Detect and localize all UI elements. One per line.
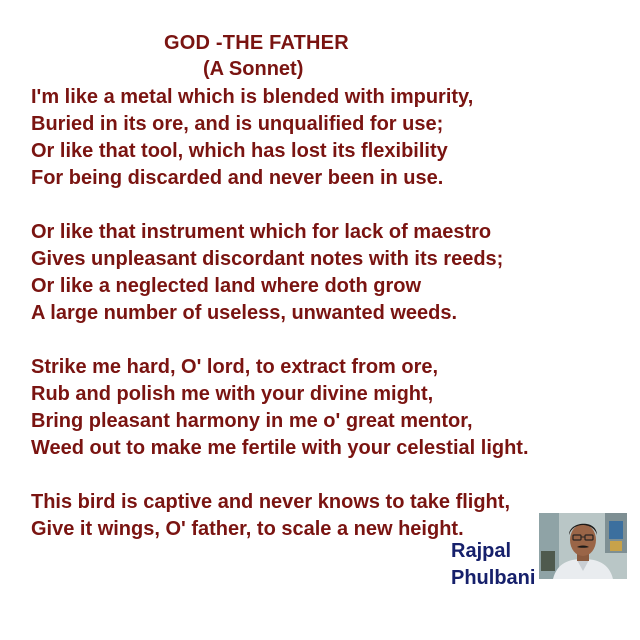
poem-line: A large number of useless, unwanted weeds. bbox=[31, 302, 458, 324]
poem-title: GOD -THE FATHER bbox=[164, 32, 349, 54]
poem-line: Gives unpleasant discordant notes with its reeds; bbox=[31, 248, 504, 270]
stanza-3 bbox=[31, 354, 631, 462]
poem-line: For being discarded and never been in use. bbox=[31, 167, 444, 189]
poem-subtitle: (A Sonnet) bbox=[203, 58, 304, 80]
poem-line: Or like a neglected land where doth grow bbox=[31, 275, 422, 297]
poem-line: Or like that instrument which for lack of maestro bbox=[31, 221, 492, 243]
poem-line: I'm like a metal which is blended with impurity, bbox=[31, 86, 474, 108]
poem-body bbox=[31, 84, 631, 570]
poem-line: Give it wings, O' father, to scale a new height. bbox=[31, 518, 464, 540]
author-photo bbox=[539, 513, 627, 579]
poem-line: Or like that tool, which has lost its flexibility bbox=[31, 140, 448, 162]
poem-line: Strike me hard, O' lord, to extract from ore, bbox=[31, 356, 439, 378]
author-name bbox=[451, 538, 535, 592]
author-last-name: Phulbani bbox=[451, 567, 536, 589]
author-first-name: Rajpal bbox=[451, 540, 512, 562]
poem-line: This bird is captive and never knows to take flight, bbox=[31, 491, 510, 513]
stanza-1 bbox=[31, 84, 631, 192]
stanza-2 bbox=[31, 219, 631, 327]
poem-line: Weed out to make me fertile with your celestial light. bbox=[31, 437, 529, 459]
poem-line: Buried in its ore, and is unqualified for use; bbox=[31, 113, 444, 135]
poem-line: Rub and polish me with your divine might, bbox=[31, 383, 434, 405]
author-portrait-image bbox=[539, 513, 627, 579]
poem-line: Bring pleasant harmony in me o' great mentor, bbox=[31, 410, 473, 432]
